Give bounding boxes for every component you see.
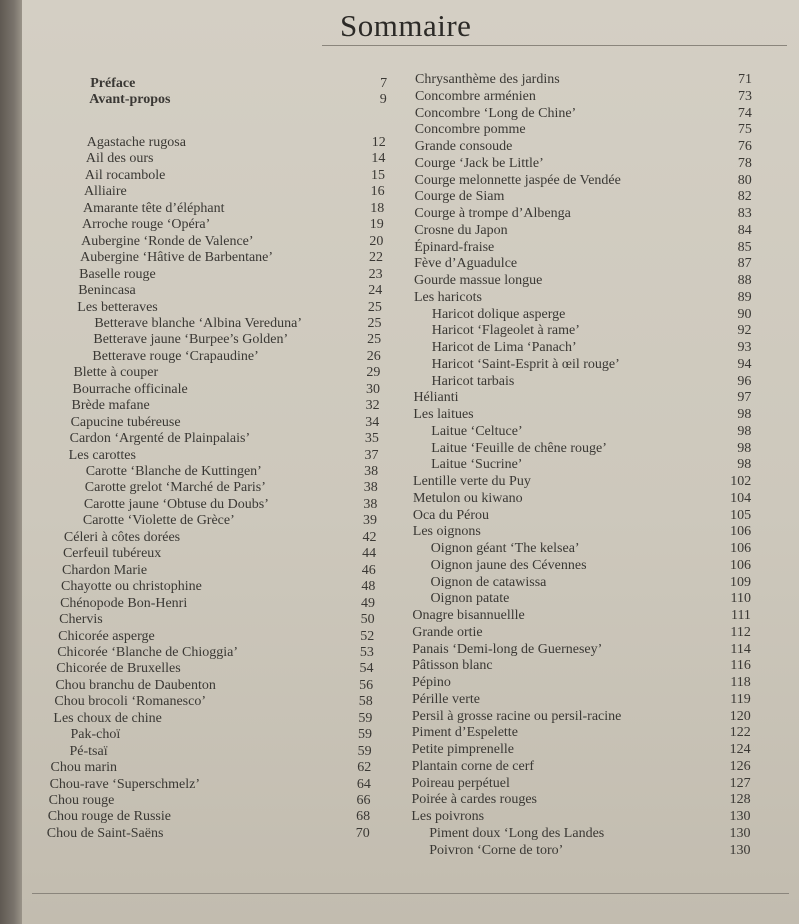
toc-entry — [412, 776, 751, 792]
toc-entry — [57, 645, 374, 661]
toc-entry — [413, 491, 751, 507]
toc-entry — [59, 612, 375, 628]
toc-entry-page: 89 — [737, 289, 752, 305]
toc-entry — [48, 809, 370, 825]
toc-entry-label: Chardon Marie — [62, 562, 148, 578]
toc-entry-label: Aubergine ‘Ronde de Valence’ — [81, 233, 254, 249]
toc-entry — [412, 608, 751, 624]
toc-entry-page: 42 — [362, 529, 377, 545]
toc-entry-label: Carotte ‘Violette de Grèce’ — [82, 513, 235, 529]
toc-entry-label: Plantain corne de cerf — [411, 758, 535, 774]
toc-entry — [85, 480, 378, 496]
toc-entry — [81, 234, 383, 250]
toc-entry — [415, 173, 752, 189]
toc-entry-label: Laitue ‘Celtuce’ — [431, 423, 523, 439]
toc-entry-page: 94 — [737, 356, 752, 372]
toc-entry — [49, 793, 371, 809]
toc-entry-page: 64 — [356, 776, 371, 792]
toc-entry — [414, 290, 752, 306]
toc-entry-label: Capucine tubéreuse — [70, 414, 181, 430]
toc-entry-label: Carotte ‘Blanche de Kuttingen’ — [85, 464, 262, 479]
toc-entry-page: 106 — [730, 557, 752, 573]
toc-entry-page: 74 — [737, 105, 752, 121]
toc-entry-label: Oignon de catawissa — [430, 574, 547, 590]
toc-entry — [413, 524, 751, 540]
toc-entry-label: Ail rocambole — [84, 167, 166, 183]
toc-entry-page: 12 — [371, 135, 386, 150]
toc-entry-page: 112 — [730, 624, 751, 640]
toc-entry-page: 119 — [730, 691, 751, 707]
toc-entry-page: 80 — [737, 172, 752, 188]
toc-entry — [412, 725, 751, 741]
toc-entry-page: 48 — [361, 579, 376, 595]
toc-entry-page: 84 — [737, 222, 752, 238]
toc-entry — [83, 201, 384, 217]
toc-entry-page: 34 — [365, 414, 380, 430]
toc-entry-label: Chou branchu de Daubenton — [55, 677, 216, 693]
toc-entry-page: 38 — [363, 480, 378, 496]
toc-entry-label: Onagre bisannuellle — [412, 608, 525, 623]
toc-entry-page: 59 — [357, 743, 372, 759]
toc-entry-label: Benincasa — [78, 283, 136, 299]
toc-entry — [415, 156, 752, 172]
toc-entry — [430, 591, 751, 607]
toc-entry-page: 102 — [730, 474, 752, 489]
toc-entry-page: 128 — [729, 792, 751, 808]
toc-entry-label: Laitue ‘Sucrine’ — [431, 457, 523, 473]
toc-entry — [71, 415, 380, 431]
toc-entry-page: 49 — [361, 595, 376, 611]
toc-entry-label: Chicorée ‘Blanche de Chioggia’ — [57, 644, 238, 660]
toc-entry-label: Carotte jaune ‘Obtuse du Doubs’ — [83, 496, 269, 512]
toc-entry — [412, 675, 751, 691]
toc-entry-page: 50 — [360, 612, 375, 628]
toc-entry — [86, 151, 385, 167]
toc-entry-label: Chou marin — [50, 760, 118, 776]
toc-entry-label: Grande ortie — [412, 624, 483, 640]
toc-entry-label: Oignon jaune des Cévennes — [430, 557, 587, 573]
toc-entry-page: 110 — [730, 591, 751, 607]
toc-entry — [86, 464, 378, 480]
toc-entry-page: 59 — [358, 710, 373, 726]
toc-entry-label: Piment doux ‘Long des Landes — [429, 825, 605, 841]
toc-entry-label: Chou de Saint-Saëns — [46, 825, 164, 841]
toc-entry — [431, 558, 751, 574]
toc-entry-label: Chou rouge — [48, 793, 115, 808]
toc-entry-page: 15 — [370, 167, 385, 183]
toc-entry-page: 29 — [366, 365, 381, 381]
toc-entry-label: Haricot dolique asperge — [431, 306, 566, 322]
toc-entry-page: 25 — [367, 315, 382, 331]
toc-entry-label: Épinard-fraise — [414, 239, 495, 255]
toc-entry-page: 120 — [729, 708, 751, 724]
toc-entry-label: Pérille verte — [411, 691, 480, 707]
toc-entry — [415, 89, 752, 105]
toc-entry — [92, 349, 380, 365]
toc-entry-label: Crosne du Japon — [414, 222, 508, 238]
toc-entry — [47, 826, 370, 842]
toc-entry-page: 85 — [737, 239, 752, 255]
toc-entry — [413, 508, 751, 524]
toc-entry-page: 109 — [729, 574, 751, 590]
toc-entry-page: 16 — [370, 184, 385, 200]
toc-entry-page: 97 — [737, 390, 752, 406]
toc-entry-label: Gourde massue longue — [414, 273, 543, 288]
page-title: Sommaire — [340, 8, 472, 43]
toc-entry — [412, 759, 751, 775]
toc-entry-page: 66 — [356, 793, 371, 808]
toc-entry-label: Cerfeuil tubéreux — [62, 546, 162, 562]
toc-entry-label: Concombre arménien — [414, 88, 536, 104]
toc-entry-label: Oca du Pérou — [412, 507, 490, 523]
toc-entry-label: Chou brocoli ‘Romanesco’ — [54, 694, 206, 710]
toc-entry — [413, 390, 751, 406]
toc-entry — [412, 692, 751, 708]
toc-entry-page: 93 — [737, 340, 752, 355]
toc-entry-label: Chou-rave ‘Superschmelz’ — [49, 776, 201, 792]
toc-entry-label: Petite pimprenelle — [411, 742, 514, 757]
toc-entry-label: Fève d’Aguadulce — [414, 256, 518, 272]
toc-entry — [60, 596, 375, 612]
toc-entry — [432, 340, 752, 356]
toc-entry-page: 126 — [729, 758, 751, 774]
toc-entry-page: 54 — [359, 661, 374, 677]
toc-entry-page: 14 — [371, 151, 386, 167]
toc-entry-label: Courge de Siam — [414, 189, 505, 205]
toc-entry-page: 25 — [367, 332, 382, 348]
toc-entry-page: 7 — [380, 76, 388, 91]
toc-entry-page: 58 — [358, 694, 373, 710]
toc-entry-label: Les haricots — [413, 289, 482, 305]
toc-entry — [414, 240, 751, 256]
toc-entry — [432, 307, 752, 323]
toc-entry-label: Alliaire — [83, 184, 127, 200]
toc-entry-label: Hélianti — [413, 390, 459, 406]
toc-entry — [78, 283, 382, 299]
toc-entry — [431, 575, 751, 591]
toc-entry — [80, 250, 383, 266]
toc-entry-page: 70 — [355, 825, 370, 841]
toc-entry-page: 98 — [737, 457, 752, 473]
toc-entry-page: 76 — [737, 139, 752, 154]
toc-entry-page: 56 — [359, 677, 374, 693]
toc-entry-label: Chicorée de Bruxelles — [56, 661, 181, 677]
toc-entry-label: Oignon géant ‘The kelsea’ — [430, 541, 580, 556]
toc-entry-label: Baselle rouge — [79, 266, 156, 282]
toc-entry-label: Agastache rugosa — [86, 135, 186, 150]
toc-entry-label: Avant-propos — [89, 92, 171, 107]
toc-entry-page: 68 — [356, 809, 371, 825]
toc-entry — [63, 546, 376, 562]
toc-entry-label: Haricot tarbais — [431, 373, 515, 389]
toc-entry-label: Carotte grelot ‘Marché de Paris’ — [84, 480, 266, 496]
toc-entry-label: Haricot ‘Saint-Esprit à œil rouge’ — [431, 356, 620, 372]
toc-entry — [54, 694, 372, 710]
toc-entry-page: 111 — [730, 608, 751, 623]
toc-entry-page: 38 — [363, 496, 378, 512]
toc-entry — [87, 135, 386, 151]
toc-entry-page: 106 — [730, 524, 752, 540]
toc-entry-label: Cardon ‘Argenté de Plainpalais’ — [69, 431, 251, 447]
toc-entry-page: 130 — [729, 825, 751, 841]
toc-entry-page: 105 — [730, 507, 752, 523]
toc-entry — [432, 323, 752, 339]
toc-entry — [415, 72, 752, 88]
toc-entry — [70, 727, 372, 743]
toc-entry-label: Oignon patate — [430, 591, 510, 607]
toc-entry-label: Chénopode Bon-Henri — [60, 595, 188, 611]
toc-entry-label: Bourrache officinale — [72, 381, 188, 397]
toc-entry — [431, 457, 751, 473]
toc-entry-page: 96 — [737, 373, 752, 389]
toc-entry-page: 25 — [367, 299, 382, 315]
toc-entry-page: 130 — [729, 842, 751, 858]
toc-entry-label: Pé-tsaï — [69, 743, 108, 759]
toc-entry-label: Poirée à cardes rouges — [411, 792, 537, 808]
toc-entry — [412, 625, 751, 641]
toc-entry-label: Les carottes — [68, 447, 136, 463]
toc-entry-page: 37 — [364, 447, 379, 463]
toc-entry — [431, 424, 751, 440]
toc-entry — [413, 474, 751, 490]
toc-entry-label: Brède mafane — [71, 398, 150, 414]
toc-entry-label: Chrysanthème des jardins — [415, 72, 560, 87]
toc-entry-page: 53 — [359, 644, 374, 660]
toc-entry-page: 73 — [737, 88, 752, 104]
toc-entry — [413, 407, 751, 423]
toc-entry-label: Aubergine ‘Hâtive de Barbentane’ — [80, 250, 274, 266]
toc-entry — [412, 658, 751, 674]
toc-entry-page: 44 — [362, 546, 377, 562]
toc-entry-label: Chou rouge de Russie — [47, 809, 171, 825]
toc-entry — [58, 629, 374, 645]
toc-entry-page: 124 — [729, 742, 751, 757]
table-of-contents — [22, 0, 799, 924]
toc-entry-page: 62 — [357, 760, 372, 776]
toc-entry — [429, 843, 750, 859]
toc-entry-label: Betterave blanche ‘Albina Vereduna’ — [94, 315, 303, 331]
toc-entry-page: 59 — [357, 727, 372, 743]
toc-entry — [53, 711, 372, 727]
toc-entry — [79, 267, 382, 283]
toc-entry-page: 30 — [365, 381, 380, 397]
toc-entry-label: Panais ‘Demi-long de Guernesey’ — [412, 641, 603, 657]
toc-entry-page: 71 — [738, 72, 752, 87]
toc-entry-page: 87 — [737, 256, 752, 272]
toc-entry-label: Blette à couper — [73, 365, 159, 381]
toc-entry — [50, 777, 371, 793]
toc-entry-label: Grande consoude — [414, 139, 513, 154]
toc-entry — [61, 579, 375, 595]
toc-entry — [415, 139, 752, 155]
toc-entry — [73, 365, 380, 381]
toc-entry-page: 78 — [737, 155, 752, 171]
toc-entry — [89, 92, 386, 108]
toc-entry — [412, 709, 751, 725]
toc-entry-page: 75 — [737, 122, 752, 138]
toc-entry — [414, 256, 752, 272]
toc-entry — [431, 541, 751, 557]
toc-entry-page: 116 — [730, 658, 751, 674]
toc-entry — [414, 189, 751, 205]
toc-entry-page: 23 — [368, 266, 383, 282]
toc-entry-page: 24 — [368, 283, 383, 299]
toc-entry-label: Arroche rouge ‘Opéra’ — [82, 217, 211, 233]
toc-entry — [431, 441, 751, 457]
toc-entry-label: Les oignons — [412, 524, 481, 540]
toc-entry-label: Pâtisson blanc — [412, 658, 493, 674]
toc-entry-label: Haricot ‘Flageolet à rame’ — [431, 323, 580, 339]
toc-entry-label: Chayotte ou christophine — [61, 579, 202, 595]
toc-entry-page: 9 — [379, 92, 387, 107]
toc-entry — [83, 513, 377, 529]
toc-entry-label: Amarante tête d’éléphant — [82, 200, 225, 216]
toc-entry — [94, 316, 381, 332]
toc-entry-page: 90 — [737, 306, 752, 322]
toc-entry — [64, 530, 377, 546]
toc-entry — [93, 332, 381, 348]
toc-entry-label: Chervis — [59, 612, 103, 628]
toc-entry-label: Betterave rouge ‘Crapaudine’ — [92, 348, 259, 364]
toc-entry-page: 122 — [729, 725, 751, 741]
toc-entry — [414, 223, 751, 239]
toc-entry-label: Persil à grosse racine ou persil-racine — [411, 708, 622, 724]
toc-entry — [56, 661, 373, 677]
toc-entry — [84, 184, 385, 200]
toc-entry — [82, 217, 384, 233]
toc-entry — [51, 760, 372, 776]
toc-entry-label: Les choux de chine — [53, 710, 162, 726]
toc-entry-label: Les laitues — [413, 407, 474, 422]
toc-entry-label: Metulon ou kiwano — [412, 490, 523, 506]
toc-entry — [77, 300, 382, 316]
toc-entry-label: Courge à trompe d’Albenga — [414, 206, 571, 221]
toc-entry-page: 46 — [361, 562, 376, 578]
toc-entry-label: Préface — [90, 76, 136, 91]
toc-entry-page: 118 — [730, 675, 751, 690]
toc-entry-page: 19 — [369, 217, 384, 233]
toc-entry-page: 22 — [369, 250, 384, 266]
toc-entry — [415, 106, 752, 122]
toc-entry-page: 39 — [362, 513, 377, 529]
toc-entry-label: Laitue ‘Feuille de chêne rouge’ — [431, 440, 607, 456]
bottom-rule — [32, 893, 789, 894]
toc-entry — [411, 792, 750, 808]
toc-entry — [414, 273, 752, 289]
toc-entry — [69, 448, 379, 464]
toc-entry-page: 98 — [737, 423, 752, 439]
toc-entry — [55, 678, 373, 694]
toc-entry-page: 92 — [737, 323, 752, 339]
toc-entry-page: 18 — [370, 200, 385, 216]
toc-entry-label: Concombre pomme — [414, 122, 526, 138]
toc-entry-label: Courge melonnette jaspée de Vendée — [414, 172, 621, 188]
toc-entry-page: 35 — [364, 431, 379, 447]
toc-entry-label: Pépino — [412, 675, 451, 690]
toc-entry-label: Les poivrons — [411, 809, 485, 824]
toc-entry — [412, 642, 751, 658]
toc-entry-label: Concombre ‘Long de Chine’ — [414, 105, 577, 121]
book-page — [22, 0, 799, 924]
toc-entry-label: Les betteraves — [77, 299, 158, 315]
toc-entry-page: 26 — [366, 348, 381, 364]
toc-entry-page: 127 — [729, 775, 751, 791]
toc-entry — [432, 374, 752, 390]
toc-entry — [90, 76, 387, 92]
toc-entry — [415, 122, 752, 138]
toc-entry — [72, 398, 380, 414]
toc-entry-label: Chicorée asperge — [58, 628, 155, 644]
toc-entry-label: Céleri à côtes dorées — [63, 529, 181, 545]
toc-entry-page: 52 — [360, 628, 375, 644]
toc-entry-page: 98 — [737, 407, 752, 422]
toc-entry — [414, 206, 751, 222]
toc-entry-label: Pak-choï — [70, 727, 121, 743]
toc-entry — [72, 382, 380, 398]
toc-entry — [411, 809, 750, 825]
toc-entry-page: 20 — [369, 233, 384, 249]
toc-entry-label: Poireau perpétuel — [411, 775, 510, 791]
toc-entry-page: 104 — [730, 490, 752, 506]
toc-entry-page: 32 — [365, 398, 380, 414]
toc-entry — [432, 357, 752, 373]
toc-entry — [62, 563, 376, 579]
toc-entry-label: Lentille verte du Puy — [413, 474, 531, 489]
toc-entry-label: Poivron ‘Corne de toro’ — [429, 842, 564, 858]
toc-entry-label: Piment d’Espelette — [411, 725, 518, 741]
toc-entry-page: 106 — [730, 541, 752, 556]
toc-entry-label: Haricot de Lima ‘Panach’ — [431, 340, 577, 355]
toc-entry-label: Betterave jaune ‘Burpee’s Golden’ — [93, 332, 289, 348]
toc-entry — [70, 431, 379, 447]
toc-entry-page: 82 — [737, 189, 752, 205]
toc-entry-label: Ail des ours — [85, 151, 154, 167]
toc-entry — [70, 744, 372, 760]
toc-entry-page: 130 — [729, 809, 751, 824]
toc-entry — [84, 497, 378, 513]
toc-entry — [412, 742, 751, 758]
toc-entry-page: 83 — [737, 206, 752, 221]
toc-entry — [85, 168, 385, 184]
toc-entry-page: 114 — [730, 641, 751, 657]
toc-entry-page: 88 — [737, 273, 752, 288]
toc-entry — [429, 826, 750, 842]
toc-entry-label: Courge ‘Jack be Little’ — [414, 155, 544, 171]
toc-entry-page: 98 — [737, 440, 752, 456]
toc-entry-page: 38 — [364, 464, 379, 479]
